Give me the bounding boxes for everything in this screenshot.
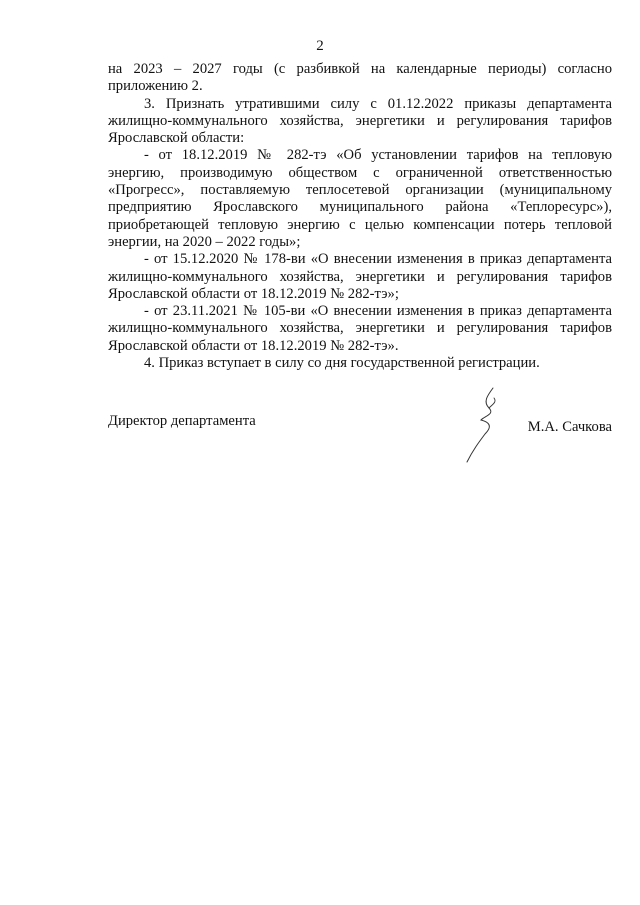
text-line: на 2023 – 2027 годы (с разбивкой на календарные периоды) согласно — [108, 61, 612, 77]
text-line: жилищно-коммунального хозяйства, энергетики и регулирования тарифов — [108, 320, 612, 337]
text-line: Ярославской области: — [108, 130, 245, 147]
text-line: - от 23.11.2021 № 105-ви «О внесении изменения в приказ департамента — [144, 303, 612, 320]
text-line: предприятию Ярославского муниципального района «Теплоресурс»), — [108, 199, 612, 216]
text-line: Ярославской области от 18.12.2019 № 282-тэ»; — [108, 285, 399, 302]
text-line: «Прогресс», поставляемую теплосетевой организации (муниципальному — [108, 182, 612, 199]
signer-name: М.А. Сачкова — [527, 419, 612, 435]
signer-title: Директор департамента — [108, 413, 256, 429]
text-line: энергии, на 2020 – 2022 годы»; — [108, 233, 301, 250]
text-line: приобретающей тепловую энергию с целью компенсации потерь тепловой — [108, 216, 612, 233]
page-number: 2 — [316, 38, 324, 54]
handwritten-signature — [463, 386, 513, 466]
text-line: - от 18.12.2019 № 282-тэ «Об установлении тарифов на тепловую — [144, 147, 612, 164]
text-line: жилищно-коммунального хозяйства, энергетики и регулирования тарифов — [108, 268, 612, 285]
text-line: жилищно-коммунального хозяйства, энергетики и регулирования тарифов — [108, 112, 612, 129]
signature-block — [108, 412, 612, 472]
text-line: - от 15.12.2020 № 178-ви «О внесении изменения в приказ департамента — [144, 251, 612, 268]
text-line: 4. Приказ вступает в силу со дня государственной регистрации. — [144, 355, 540, 372]
order-text — [108, 61, 612, 372]
text-line: энергию, производимую обществом с ограниченной ответственностью — [108, 164, 612, 181]
text-line: Ярославской области от 18.12.2019 № 282-тэ». — [108, 337, 399, 354]
text-line: 3. Признать утратившими силу с 01.12.2022 приказы департамента — [144, 95, 612, 112]
text-line: приложению 2. — [108, 78, 203, 95]
